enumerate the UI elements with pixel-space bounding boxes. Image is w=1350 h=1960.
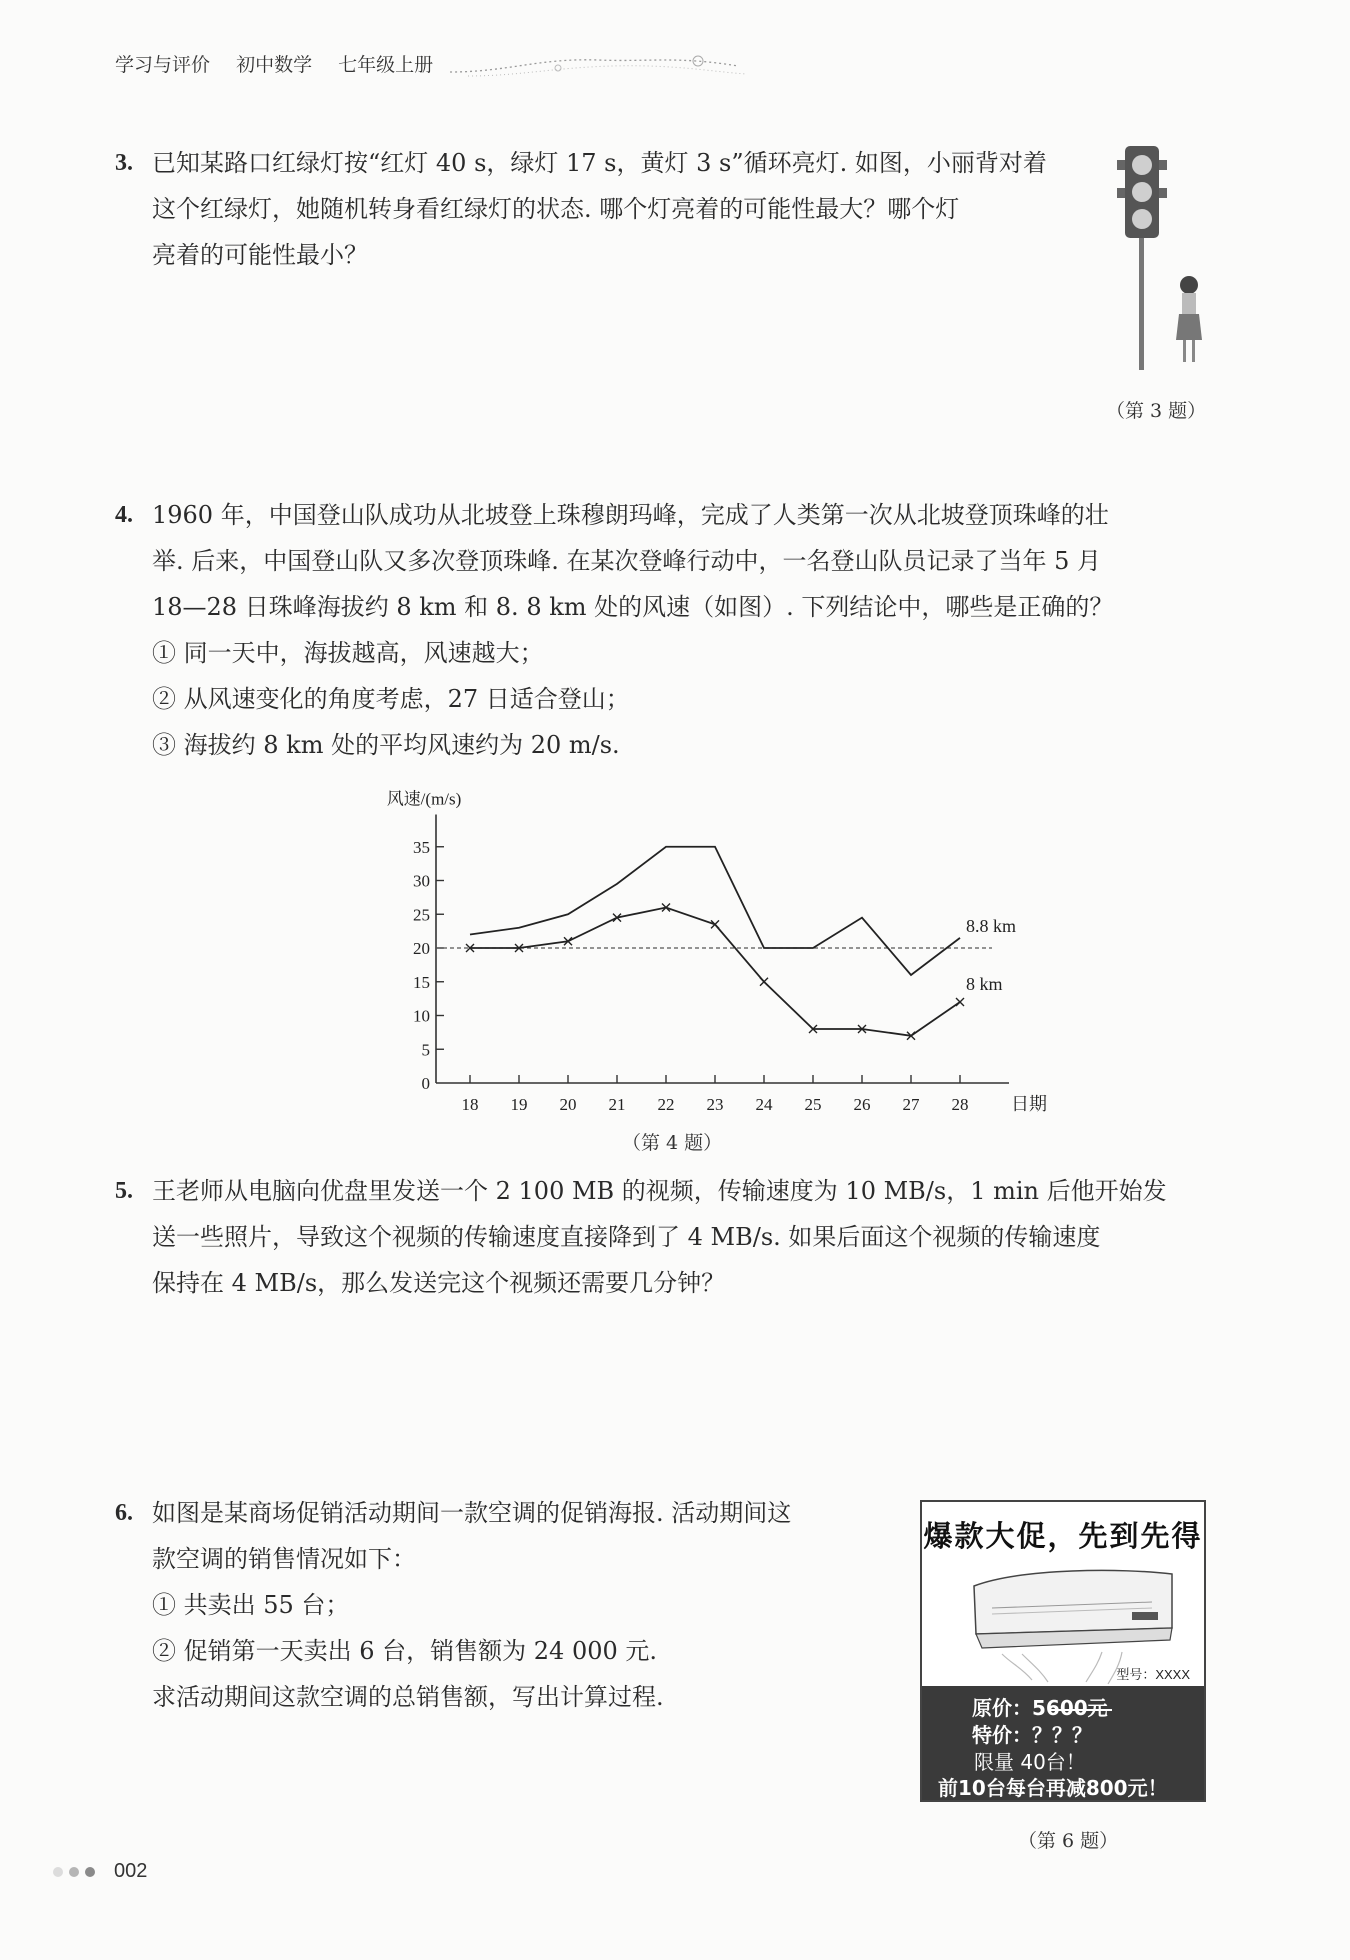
question-number: 5. xyxy=(115,1178,133,1204)
series-line-low xyxy=(470,908,960,1036)
y-tick-label: 25 xyxy=(413,905,430,925)
x-tick-label: 18 xyxy=(461,1095,479,1114)
traffic-light-illustration xyxy=(1105,140,1205,380)
y-tick-label: 0 xyxy=(421,1074,430,1093)
question-line: 18—28 日珠峰海拔约 8 km 和 8. 8 km 处的风速（如图）. 下列结论中，哪些是正确的？ xyxy=(152,593,1114,621)
figure-caption-6: （第 6 题） xyxy=(1018,1830,1119,1852)
question-line: 王老师从电脑向优盘里发送一个 2 100 MB 的视频，传输速度为 10 MB/s，1 min 后他开始发 xyxy=(152,1177,1167,1205)
data-point-marker xyxy=(956,998,964,1006)
x-tick-label: 23 xyxy=(706,1095,724,1114)
y-tick-label: 5 xyxy=(421,1040,430,1060)
series-label: 8.8 km xyxy=(966,915,1017,936)
question-number: 4. xyxy=(115,502,133,528)
discount-text: 前10台每台再减800元！ xyxy=(938,1776,1168,1800)
question-5 xyxy=(115,1168,1235,1308)
data-point-marker xyxy=(711,920,719,928)
question-6 xyxy=(115,1490,905,1730)
question-line: 亮着的可能性最小？ xyxy=(152,241,368,269)
option-line: ③ 海拔约 8 km 处的平均风速约为 20 m/s. xyxy=(152,731,620,759)
y-tick-label: 10 xyxy=(413,1006,430,1026)
y-tick-label: 35 xyxy=(413,837,430,857)
poster-price-panel xyxy=(922,1686,1204,1800)
figure-caption-4: （第 4 题） xyxy=(622,1132,723,1154)
page-header xyxy=(115,50,453,77)
original-price: 原价：5600元 xyxy=(972,1696,1108,1720)
data-point-marker xyxy=(760,978,768,986)
poster-slogan: 爆款大促，先到先得 xyxy=(923,1519,1203,1553)
grade-label: 七年级上册 xyxy=(338,54,434,76)
book-title: 学习与评价 xyxy=(115,54,211,76)
x-tick-label: 20 xyxy=(559,1095,577,1114)
y-tick-label: 15 xyxy=(413,972,430,992)
option-line: ① 同一天中，海拔越高，风速越大； xyxy=(152,639,544,667)
poster-model: 型号：XXXX xyxy=(1116,1667,1190,1682)
subject-label: 初中数学 xyxy=(236,54,313,76)
x-tick-label: 22 xyxy=(657,1095,675,1114)
y-axis-label: 风速/(m/s) xyxy=(386,789,462,809)
page-dots-icon xyxy=(52,1862,112,1882)
question-line: 1960 年，中国登山队成功从北坡登上珠穆朗玛峰，完成了人类第一次从北坡登顶珠峰的壮 xyxy=(152,501,1109,529)
promotion-poster xyxy=(920,1500,1206,1802)
price-strikethrough xyxy=(1050,1696,1120,1720)
question-line: 如图是某商场促销活动期间一款空调的促销海报. 活动期间这 xyxy=(152,1499,792,1527)
series-label: 8 km xyxy=(966,974,1003,994)
x-tick-label: 24 xyxy=(755,1095,773,1114)
header-decoration xyxy=(448,52,748,82)
question-line: 保持在 4 MB/s，那么发送完这个视频还需要几分钟？ xyxy=(152,1269,726,1297)
question-line: 已知某路口红绿灯按“红灯 40 s，绿灯 17 s，黄灯 3 s”循环亮灯. 如图，小丽背对着 xyxy=(152,149,1047,177)
x-tick-label: 19 xyxy=(510,1095,528,1114)
question-line: 求活动期间这款空调的总销售额，写出计算过程. xyxy=(152,1683,664,1711)
option-line: ② 促销第一天卖出 6 台，销售额为 24 000 元. xyxy=(152,1637,658,1665)
special-price: 特价：？？？ xyxy=(972,1723,1092,1747)
figure-caption-3: （第 3 题） xyxy=(1106,400,1207,422)
question-number: 3. xyxy=(115,150,133,176)
x-axis-label: 日期 xyxy=(1011,1094,1047,1114)
question-number: 6. xyxy=(115,1500,133,1526)
option-line: ① 共卖出 55 台； xyxy=(152,1591,350,1619)
limit-text: 限量 40台！ xyxy=(974,1750,1086,1774)
x-tick-label: 25 xyxy=(804,1095,822,1114)
x-tick-label: 26 xyxy=(853,1095,871,1114)
y-tick-label: 20 xyxy=(413,939,430,958)
x-tick-label: 27 xyxy=(902,1095,920,1114)
wind-speed-chart xyxy=(300,775,1060,1120)
question-line: 送一些照片，导致这个视频的传输速度直接降到了 4 MB/s. 如果后面这个视频的传输速度 xyxy=(152,1223,1101,1251)
page-number: 002 xyxy=(114,1860,148,1882)
y-tick-label: 30 xyxy=(413,871,430,891)
option-line: ② 从风速变化的角度考虑，27 日适合登山； xyxy=(152,685,630,713)
question-4 xyxy=(115,492,1235,772)
x-tick-label: 21 xyxy=(608,1095,626,1114)
question-3 xyxy=(115,140,1095,290)
question-line: 举. 后来，中国登山队又多次登顶珠峰. 在某次登峰行动中，一名登山队员记录了当年 5 月 xyxy=(152,547,1102,575)
question-line: 这个红绿灯，她随机转身看红绿灯的状态. 哪个灯亮着的可能性最大？哪个灯 xyxy=(152,195,960,223)
series-line-high xyxy=(470,847,960,975)
question-line: 款空调的销售情况如下： xyxy=(152,1545,416,1573)
x-tick-label: 28 xyxy=(951,1095,969,1114)
